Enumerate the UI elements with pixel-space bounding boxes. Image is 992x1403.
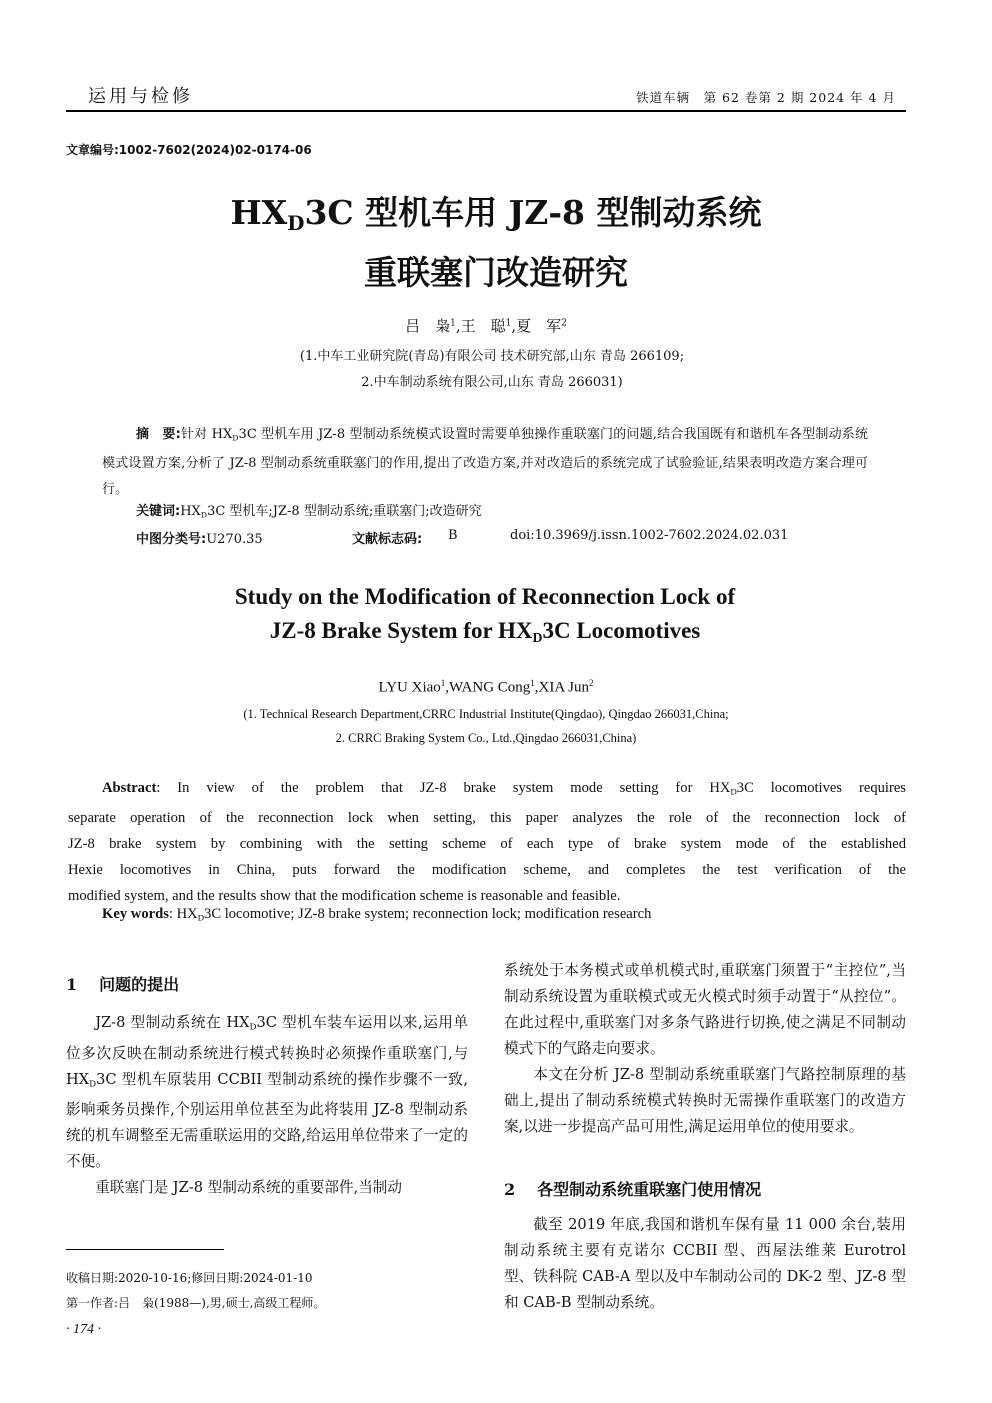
section2-heading: 2 各型制动系统重联塞门使用情况: [504, 1180, 762, 1199]
authors-cn: 吕 枭$^1$,王 聪$^1$,夏 军$^2$: [405, 317, 567, 335]
section1-paragraph-1: JZ-8 型制动系统在 $HX_D3C$ 型机车装车运用以来,运用单位多次反映在制动系统进行模式转换时必须操作重联塞门,与 $HX_D3C$ 型机车原装用 CCBII 型制动系统的操作步骤不一致,影响乘务员操作,个别运用单位甚至为此将装用 JZ-8 型制动系统的机车调整至无需重联运用的交路,给运用单位带来了一定的不便。: [66, 1014, 468, 1171]
footnote-rule: [66, 1249, 224, 1250]
keywords-cn: 关键词$:HX_D3C$ 型机车;JZ-8 型制动系统;重联塞门;改造研究: [136, 504, 482, 520]
right-column-body: [504, 958, 906, 1140]
footnote-received: 收稿日期:2020-10-16;修回日期:2024-01-10: [66, 1271, 313, 1285]
affiliation-cn: (1.中车工业研究院(青岛)有限公司 技术研究部,山东 青岛 266109; 2.中车制动系统有限公司,山东 青岛 266031): [299, 349, 685, 390]
title-en: Study on the Modification of Reconnection Lock of JZ-8 Brake System for $HX_D3C$ Locomotives: [234, 584, 736, 646]
section1-paragraph-2: 重联塞门是 JZ-8 型制动系统的重要部件,当制动: [95, 1179, 402, 1197]
abstract-cn: 摘 要:针对 $HX_D3C$ 型机车用 JZ-8 型制动系统模式设置时需要单独操作重联塞门的问题,结合我国既有和谐机车各型制动系统模式设置方案,分析了 JZ-8 型制动系统重联塞门的作用,提出了改造方案,并对改造后的系统完成了试验验证,结果表明改造方案合理可行。: [102, 427, 869, 498]
footnote: [66, 1266, 325, 1316]
running-header-section: 运用与检修: [88, 86, 193, 107]
running-header-journal: 铁道车辆 第 62 卷第 2 期 2024 年 4 月: [636, 90, 896, 105]
article-number: 文章编号:1002-7602(2024)02-0174-06: [66, 143, 312, 157]
section2-body: [504, 1212, 906, 1316]
title-cn-line1: $HX_D3C$ 型机车用 JZ-8 型制动系统: [230, 193, 762, 235]
authors-en: LYU Xiao$^1$,WANG Cong$^1$,XIA Jun$^2$: [378, 678, 594, 696]
right-paragraph-2: 本文在分析 JZ-8 型制动系统重联塞门气路控制原理的基础上,提出了制动系统模式转换时无需操作重联塞门的改造方案,以进一步提高产品可用性,满足运用单位的使用要求。: [504, 1066, 906, 1135]
doi[interactable]: doi:10.3969/j.issn.1002-7602.2024.02.031: [510, 528, 789, 543]
affiliation-en: (1. Technical Research Department,CRRC Industrial Institute(Qingdao), Qingdao 266031,China; 2. CRRC Braking System Co., Ltd.,Qingdao 266031,China): [243, 707, 729, 745]
header-rule: [66, 110, 906, 112]
section1-heading: 1 问题的提出: [66, 975, 180, 994]
title-cn: [0, 188, 992, 298]
page-number: · 174 ·: [66, 1322, 101, 1337]
section1-body: [66, 1010, 468, 1201]
abstract-en: Abstract: In view of the problem that JZ-8 brake system mode setting for $HX_D3C$ locomotives requires separate operation of the reconnection lock when setting, this paper analyzes the role of the reconnection lock of JZ-8 brake system by combining with the setting scheme of each type of brake system mode of the established Hexie locomotives in China, puts forward the modification scheme, and completes the test verification of the modified system, and the results show that the modification scheme is reasonable and feasible.: [68, 780, 906, 904]
classification-line: 中图分类号:U270.35 文献标志码: B doi:10.3969/j.issn.1002-7602.2024.02.031: [136, 528, 789, 547]
right-paragraph-1: 系统处于本务模式或单机模式时,重联塞门须置于“主控位”,当制动系统设置为重联模式或无火模式时须手动置于“从控位”。在此过程中,重联塞门对多条气路进行切换,使之满足不同制动模式下的气路走向要求。: [504, 962, 906, 1057]
title-cn-line2: 重联塞门改造研究: [364, 252, 628, 292]
abstract-cn-label: 摘 要:: [136, 427, 181, 442]
keywords-en: Key words: $HX_D3C$ locomotive; JZ-8 brake system; reconnection lock; modification research: [102, 906, 652, 923]
footnote-author: 第一作者:吕 枭(1988—),男,硕士,高级工程师。: [66, 1296, 326, 1310]
section2-paragraph-1: 截至 2019 年底,我国和谐机车保有量 11 000 余台,装用制动系统主要有克诺尔 CCBII 型、西屋法维莱 Eurotrol 型、铁科院 CAB-A 型以及中车制动公司的 DK-2 型、JZ-8 型和 CAB-B 型制动系统。: [504, 1216, 906, 1311]
